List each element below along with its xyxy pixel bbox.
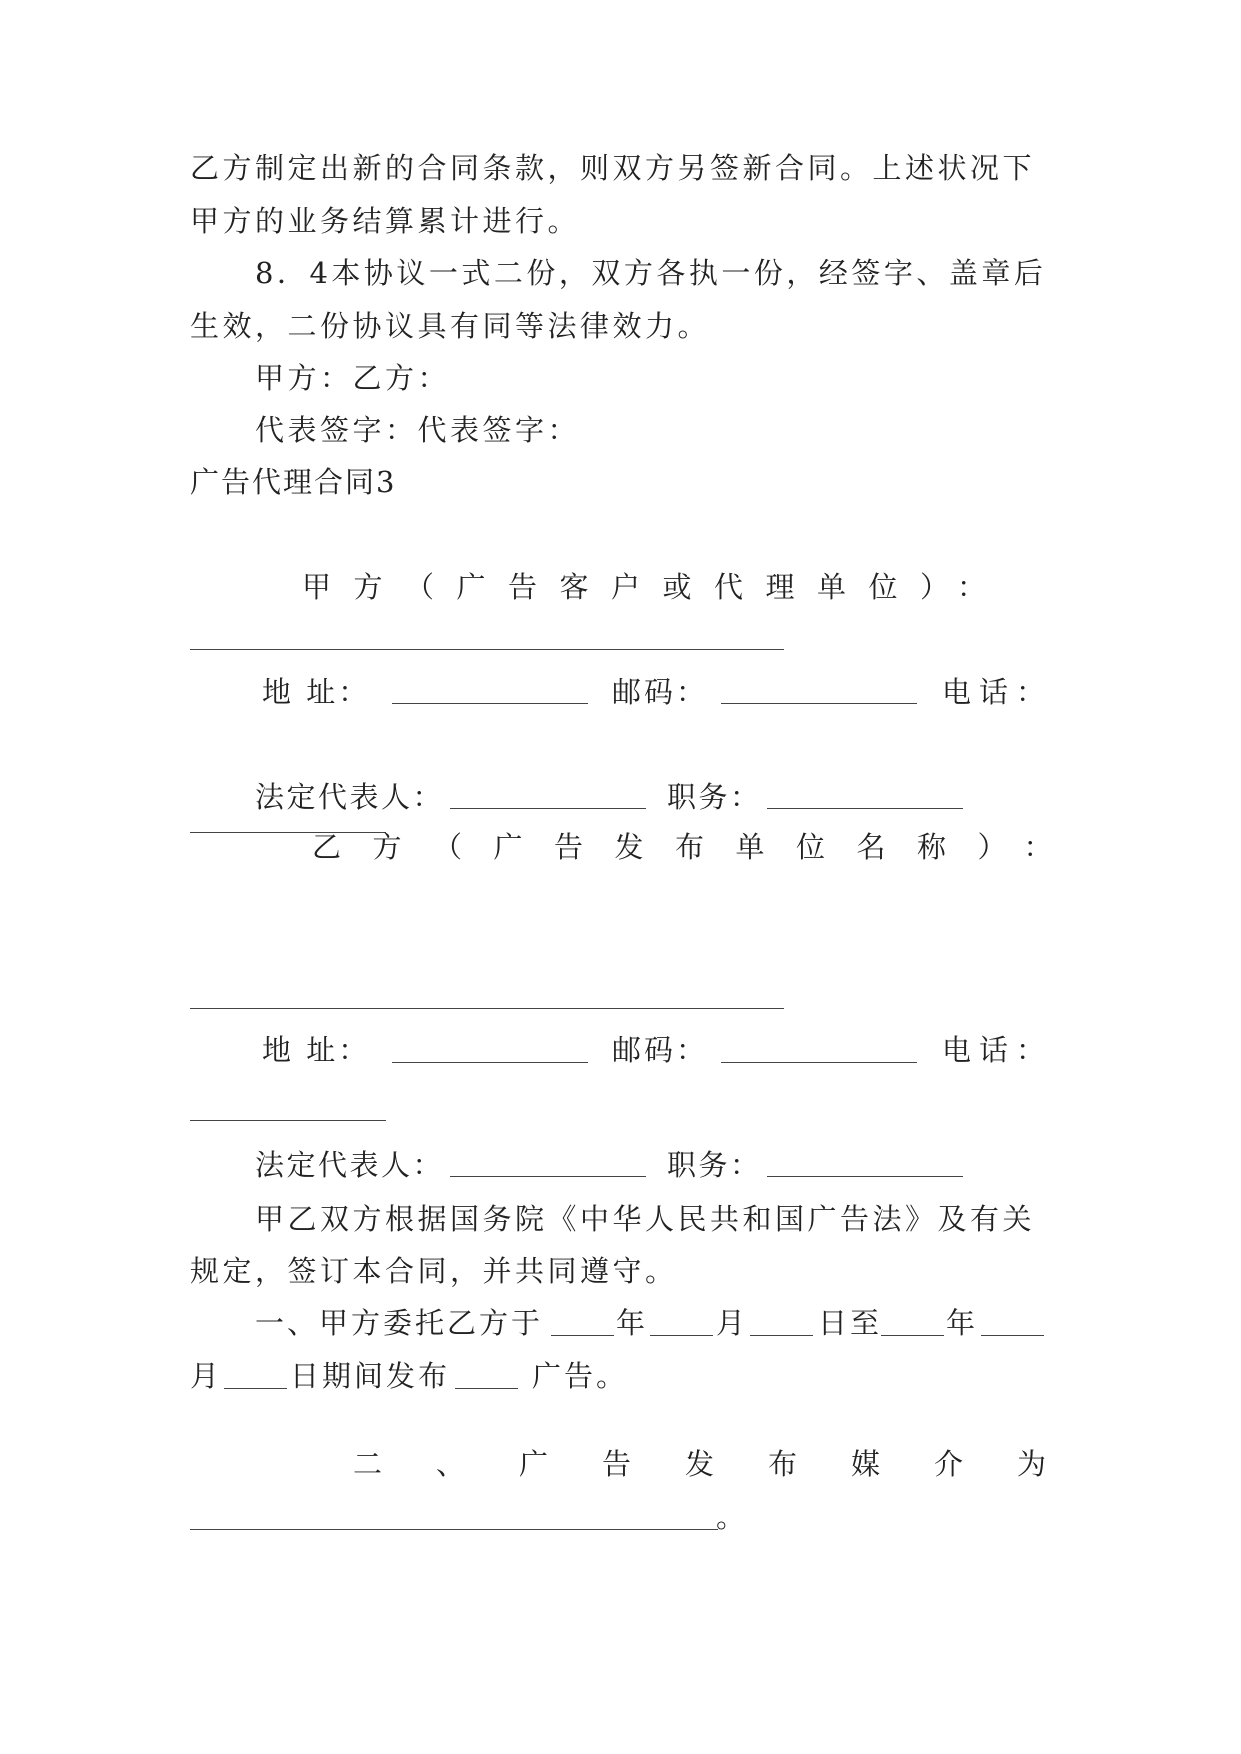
party-a-postcode-blank — [721, 703, 917, 704]
party-a-name-blank — [190, 649, 784, 650]
party-b-phone-label: 电话： — [942, 1033, 1054, 1067]
party-b-position-label: 职务： — [667, 1148, 762, 1182]
start-month-blank — [650, 1335, 713, 1336]
paragraph-continuation-line-2: 甲方的业务结算累计进行。 — [190, 204, 581, 238]
clause-8-4-line-1: 8．4本协议一式二份，双方各执一份，经签字、盖章后 — [255, 256, 1047, 290]
clause-2-period: 。 — [716, 1500, 746, 1534]
end-year-label: 年 — [946, 1306, 976, 1340]
party-b-name-blank — [190, 1008, 784, 1009]
party-b-legal-rep-label: 法定代表人： — [255, 1148, 445, 1182]
basis-line-2: 规定，签订本合同，并共同遵守。 — [190, 1254, 678, 1288]
party-a-label: 甲方（广告客户或代理单位）： — [302, 570, 1009, 604]
party-b-postcode-label: 邮码： — [612, 1033, 709, 1067]
party-b-postcode-blank — [721, 1062, 917, 1063]
clause-1-period-label: 日期间发布 — [290, 1359, 451, 1393]
party-b-label: 乙方（广告发布单位名称）： — [312, 830, 1085, 864]
media-blank — [190, 1529, 718, 1530]
paragraph-continuation-line-1: 乙方制定出新的合同条款，则双方另签新合同。上述状况下 — [190, 151, 1036, 185]
clause-1-ad-label: 广告。 — [532, 1359, 629, 1393]
start-year-label: 年 — [616, 1306, 646, 1340]
signature-representatives: 代表签字：代表签字： — [255, 413, 581, 447]
clause-1-intro: 一、甲方委托乙方于 — [255, 1306, 544, 1340]
ad-content-blank — [455, 1388, 518, 1389]
party-a-address-label: 地 址： — [262, 675, 371, 709]
party-a-legal-rep-blank — [450, 808, 646, 809]
contract-title: 广告代理合同3 — [190, 465, 397, 499]
end-month-label: 月 — [190, 1359, 220, 1393]
end-day-blank — [224, 1388, 287, 1389]
basis-line-1: 甲乙双方根据国务院《中华人民共和国广告法》及有关 — [255, 1202, 1036, 1236]
start-day-blank — [750, 1335, 813, 1336]
clause-8-4-line-2: 生效，二份协议具有同等法律效力。 — [190, 309, 711, 343]
party-a-position-label: 职务： — [667, 780, 762, 814]
start-day-to-label: 日至 — [818, 1306, 883, 1340]
clause-2-label: 二、广告发布媒介为 — [353, 1447, 1101, 1481]
party-b-legal-rep-blank — [450, 1176, 646, 1177]
party-b-position-blank — [767, 1176, 963, 1177]
end-year-blank — [881, 1335, 944, 1336]
party-b-phone-blank — [190, 1120, 386, 1121]
party-b-address-label: 地 址： — [262, 1033, 371, 1067]
start-year-blank — [551, 1335, 614, 1336]
party-a-phone-label: 电话： — [942, 675, 1054, 709]
signature-parties: 甲方：乙方： — [255, 361, 451, 395]
party-a-position-blank — [767, 808, 963, 809]
start-month-label: 月 — [716, 1306, 746, 1340]
party-a-postcode-label: 邮码： — [612, 675, 709, 709]
end-month-blank-a — [981, 1335, 1044, 1336]
party-b-address-blank — [392, 1062, 588, 1063]
party-a-legal-rep-label: 法定代表人： — [255, 780, 445, 814]
party-a-address-blank — [392, 703, 588, 704]
